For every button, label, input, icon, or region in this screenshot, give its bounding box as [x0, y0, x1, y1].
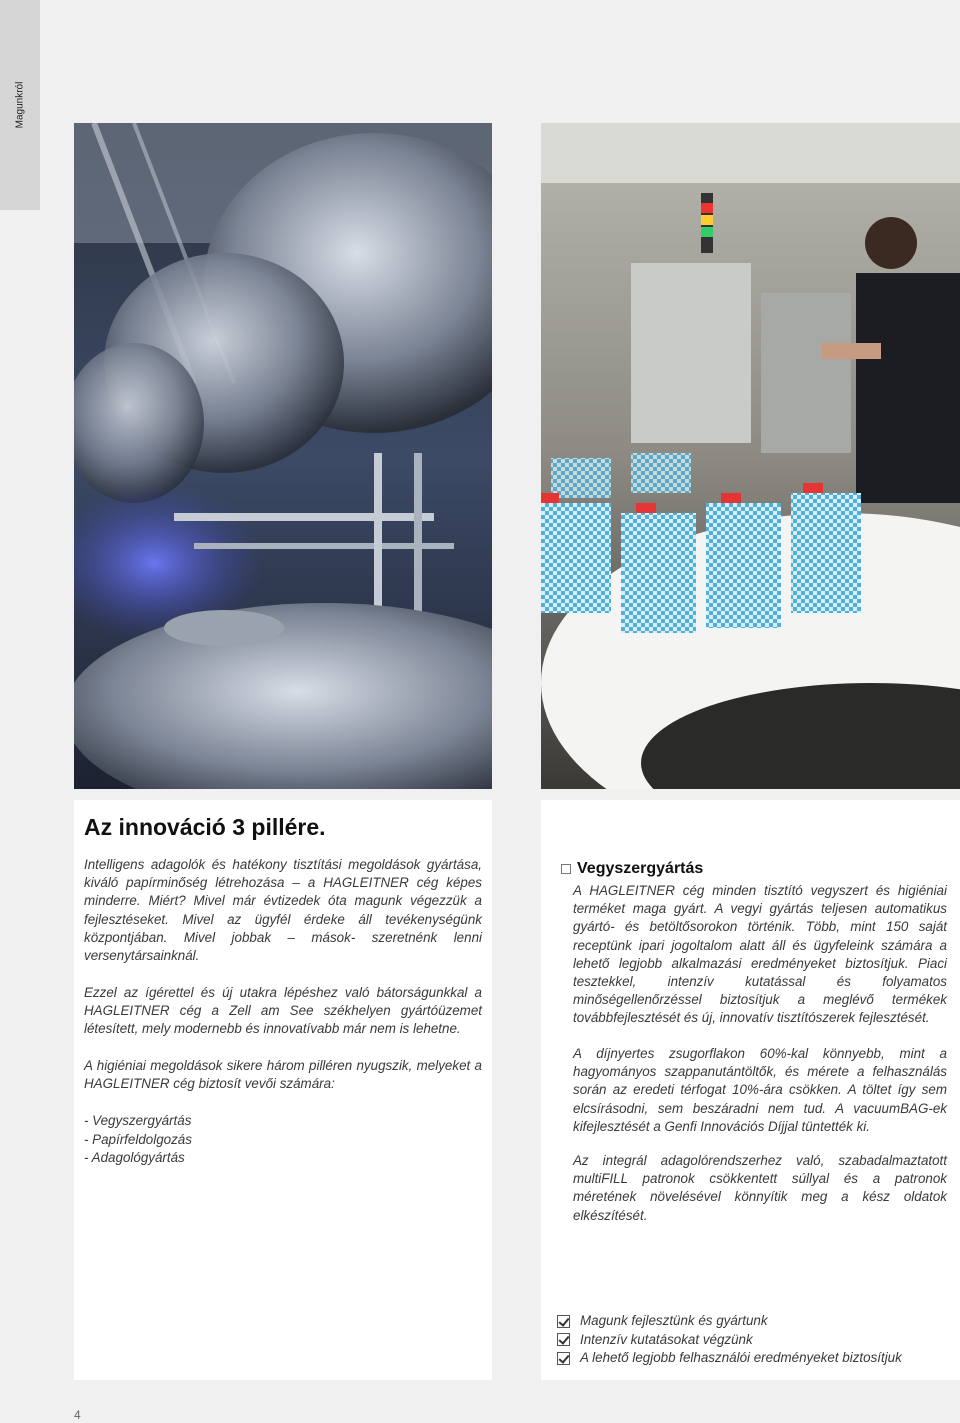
page-number: 4	[74, 1408, 81, 1422]
list-item	[557, 1331, 902, 1350]
chemicals-panel	[541, 800, 960, 1380]
benefits-checklist	[557, 1312, 902, 1368]
section-heading-label: Vegyszergyártás	[577, 860, 704, 877]
list-item: - Adagológyártás	[84, 1150, 185, 1165]
checkbox-checked-icon	[557, 1315, 570, 1328]
list-item	[557, 1349, 902, 1368]
checkbox-checked-icon	[557, 1352, 570, 1365]
pillars-list	[84, 1112, 192, 1168]
tanks-photo	[74, 123, 492, 789]
list-item: - Papírfeldolgozás	[84, 1131, 192, 1147]
list-item: - Vegyszergyártás	[84, 1113, 192, 1128]
list-item-label: Intenzív kutatásokat végzünk	[580, 1331, 753, 1347]
list-item-label: Magunk fejlesztünk és gyártunk	[580, 1313, 768, 1328]
list-item	[557, 1312, 902, 1331]
checkbox-checked-icon	[557, 1333, 570, 1346]
section-tab-label: Magunkról	[14, 81, 26, 129]
intro-paragraph: Intelligens adagolók és hatékony tisztítási megoldások gyártása, kiváló papírminőség létrehozása – a HAGLEITNER cég képes minderre. Miért? Mivel már évtizedek óta magunk végezzük a fejlesztéseket. Mivel az ügyfél érdeke áll tevékenységünk központjában. Mivel jobbak – mások- szeretnénk lenni versenytársainknál.	[84, 857, 482, 964]
promise-paragraph: Ezzel az ígérettel és új utakra lépéshez való bátorságunkkal a HAGLEITNER cég a Zell am See székhelyen gyártóüzemet létesített, mely modernebb és innovatívabb már nem is lehetne.	[84, 985, 482, 1037]
pillars-panel	[74, 800, 492, 1380]
section-heading	[561, 860, 703, 878]
square-bullet-icon	[561, 864, 571, 874]
page-title: Az innováció 3 pillére.	[84, 814, 326, 840]
production-paragraph: A HAGLEITNER cég minden tisztító vegyszert és higiéniai terméket maga gyárt. A vegyi gyártás teljesen automatikus gyártó- és betöltősorokon történik. Több, mint 150 saját receptünk ipari jogoltalom alatt áll és ügyfeleink számára a lehető legjobb alkalmazási eredményeket biztosítjuk. Piaci tesztekkel, intenzív kutatással és folyamatos minőségellenőrzéssel biztosítjuk a meglévő termékek továbbfejlesztését és új, innovatív tisztítószerek fejlesztését.	[573, 883, 947, 1026]
bottle-paragraph: A díjnyertes zsugorflakon 60%-kal könnyebb, mint a hagyományos szappanutántöltők, és mérete a felhasználás során az eredeti térfogat 10%-ára csökken. A töltet így sem elcsírásodni, sem beszáradni nem tud. A vacuumBAG-ek kifejlesztését a Genfi Innovációs Díjjal tüntették ki.	[573, 1046, 947, 1134]
pillars-intro-paragraph: A higiéniai megoldások sikere három pilléren nyugszik, melyeket a HAGLEITNER cég biztosít vevői számára:	[84, 1058, 482, 1092]
list-item-label: A lehető legjobb felhasználói eredményeket biztosítjuk	[580, 1350, 902, 1365]
multifill-paragraph: Az integrál adagolórendszerhez való, szabadalmaztatott multiFILL patronok csökkentett súllyal és a patronok méretének növelésével könnyítik meg a kész oldatok elkészítését.	[573, 1153, 947, 1223]
section-tab	[0, 0, 40, 210]
production-line-photo	[541, 123, 960, 789]
